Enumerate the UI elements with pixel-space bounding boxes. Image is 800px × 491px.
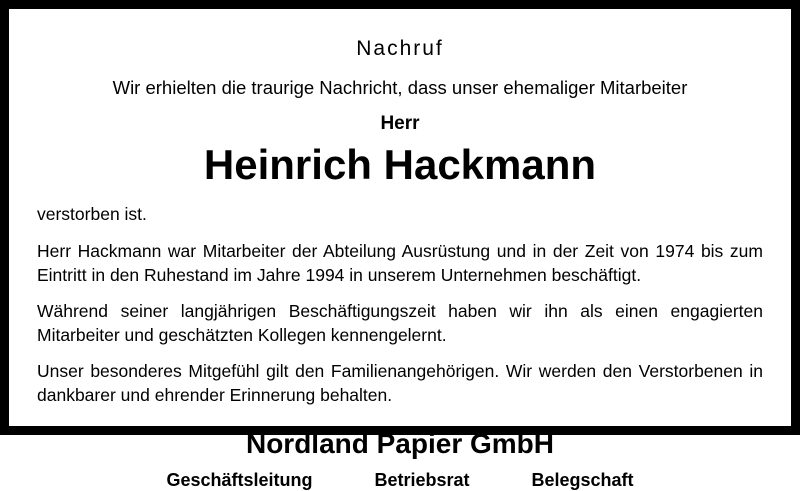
company-name: Nordland Papier GmbH bbox=[245, 427, 555, 459]
signatory-workforce: Belegschaft bbox=[531, 469, 634, 490]
obituary-paragraph-1: verstorben ist. bbox=[37, 204, 147, 225]
deceased-name: Heinrich Hackmann bbox=[203, 141, 597, 188]
obituary-paragraph-4: Unser besonderes Mitgefühl gilt den Familienangehörigen. Wir werden den Verstorbenen in dankbarer und ehrender Erinnerung behalten. bbox=[37, 361, 763, 406]
obituary-paragraph-3: Während seiner langjährigen Beschäftigungszeit haben wir ihn als einen engagierten Mitarbeiter und geschätzten Kollegen kennengelernt. bbox=[37, 301, 763, 345]
obituary-content bbox=[37, 37, 763, 490]
obituary-paragraph-2: Herr Hackmann war Mitarbeiter der Abteilung Ausrüstung und in der Zeit von 1974 bis zum Eintritt in den Ruhestand im Jahre 1994 in unserem Unternehmen beschäftigt. bbox=[37, 240, 763, 285]
obituary-heading: Nachruf bbox=[356, 37, 444, 60]
signatory-list bbox=[37, 470, 763, 491]
obituary-lead-text: Wir erhielten die traurige Nachricht, dass unser ehemaliger Mitarbeiter bbox=[112, 77, 688, 98]
obituary-salutation: Herr bbox=[380, 113, 420, 134]
signatory-management: Geschäftsleitung bbox=[166, 469, 313, 490]
signatory-works-council: Betriebsrat bbox=[374, 469, 470, 490]
